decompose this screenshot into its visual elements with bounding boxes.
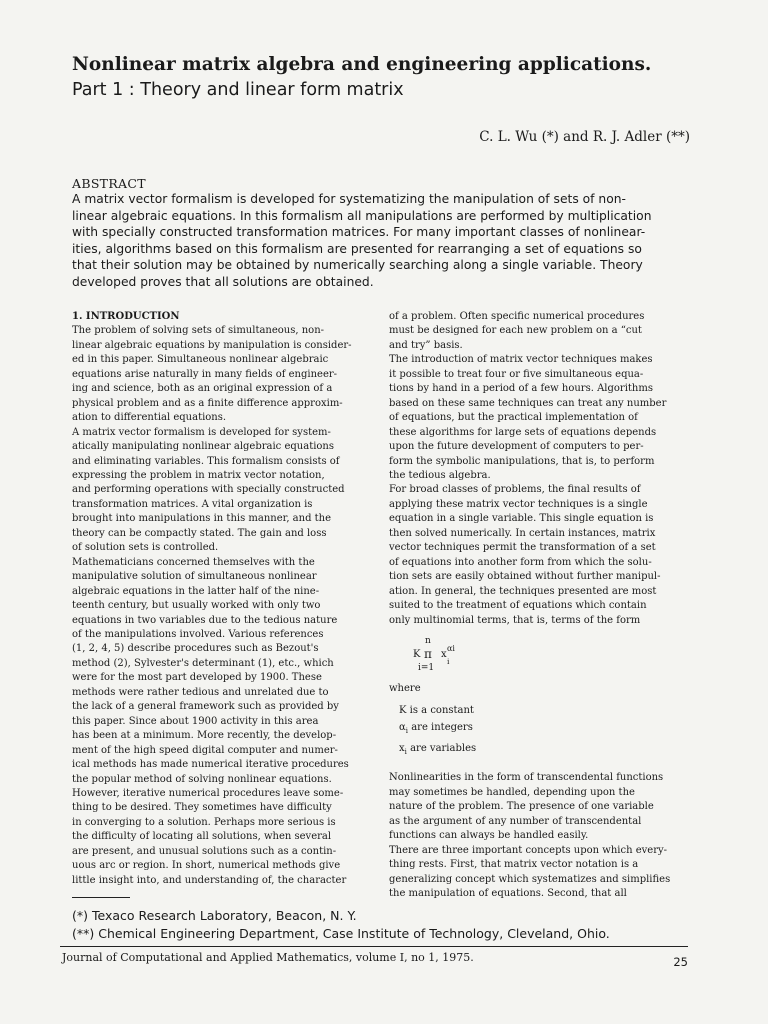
body-line: thing to be desired. They sometimes have difficulty bbox=[72, 802, 332, 814]
body-line: method (2), Sylvester's determinant (1), etc., which bbox=[72, 657, 334, 669]
formula-variable-subscript: i bbox=[447, 656, 450, 666]
body-line: equation in a single variable. This single equation is bbox=[389, 513, 654, 525]
body-line: only multinomial terms, that is, terms of the form bbox=[389, 614, 641, 626]
body-line: vector techniques permit the transformation of a set bbox=[389, 542, 656, 554]
body-line: as the argument of any number of transcendental bbox=[389, 815, 642, 827]
body-line: the lack of a general framework such as provided by bbox=[72, 701, 339, 713]
body-line: equations arise naturally in many fields of engineer- bbox=[72, 368, 338, 380]
body-line: atically manipulating nonlinear algebraic equations bbox=[72, 441, 334, 453]
right-column bbox=[389, 310, 699, 902]
body-line: then solved numerically. In certain instances, matrix bbox=[389, 527, 656, 539]
where-item bbox=[399, 740, 699, 761]
where-item bbox=[399, 719, 699, 740]
where-symbol: α bbox=[399, 722, 406, 734]
body-line: ment of the high speed digital computer and numer- bbox=[72, 744, 338, 756]
body-line: theory can be compactly stated. The gain and loss bbox=[72, 527, 327, 539]
body-line: may sometimes be handled, depending upon the bbox=[389, 786, 635, 798]
body-line: of solution sets is controlled. bbox=[72, 542, 219, 554]
body-line: of the manipulations involved. Various references bbox=[72, 628, 324, 640]
section-heading: 1. INTRODUCTION bbox=[72, 311, 180, 322]
body-line: ation to differential equations. bbox=[72, 412, 227, 424]
body-line: The problem of solving sets of simultaneous, non- bbox=[72, 325, 325, 337]
abstract-line: developed proves that all solutions are obtained. bbox=[72, 274, 374, 289]
body-line: of equations, but the practical implementation of bbox=[389, 412, 638, 424]
body-line: form the symbolic manipulations, that is, to perform bbox=[389, 455, 655, 467]
body-line: functions can always be handled easily. bbox=[389, 830, 589, 842]
body-line: linear algebraic equations by manipulation is consider- bbox=[72, 339, 352, 351]
abstract-line: linear algebraic equations. In this formalism all manipulations are performed by multiplication bbox=[72, 208, 652, 223]
abstract-line: A matrix vector formalism is developed for systematizing the manipulation of sets of non- bbox=[72, 192, 626, 206]
body-line: The introduction of matrix vector techniques makes bbox=[389, 354, 653, 366]
body-line: has been at a minimum. More recently, the develop- bbox=[72, 730, 337, 742]
body-line: thing rests. First, that matrix vector notation is a bbox=[389, 859, 639, 871]
body-line: these algorithms for large sets of equations depends bbox=[389, 426, 657, 438]
body-line: ical methods has made numerical iterative procedures bbox=[72, 759, 349, 771]
multinomial-formula bbox=[389, 630, 699, 682]
formula-variable: x bbox=[441, 648, 447, 660]
body-line: teenth century, but usually worked with only two bbox=[72, 600, 321, 612]
formula-product-symbol: π bbox=[424, 646, 432, 661]
where-symbol: K bbox=[399, 705, 407, 717]
body-line: little insight into, and understanding of, the character bbox=[72, 874, 347, 886]
page-number: 25 bbox=[673, 955, 688, 969]
author-line: C. L. Wu (*) and R. J. Adler (**) bbox=[479, 129, 690, 145]
body-line: There are three important concepts upon which every- bbox=[389, 844, 668, 856]
journal-citation: Journal of Computational and Applied Mathematics, volume I, no 1, 1975. bbox=[62, 951, 474, 964]
formula-constant: K bbox=[413, 648, 421, 660]
body-line: expressing the problem in matrix vector notation, bbox=[72, 469, 325, 481]
abstract-line: that their solution may be obtained by numerically searching along a single variable. Theory bbox=[72, 258, 643, 273]
where-description: is a constant bbox=[409, 705, 474, 717]
body-line: nature of the problem. The presence of one variable bbox=[389, 801, 654, 813]
body-line: of equations into another form from which the solu- bbox=[389, 556, 652, 568]
body-line: ing and science, both as an original expression of a bbox=[72, 383, 333, 395]
body-line: (1, 2, 4, 5) describe procedures such as Bezout's bbox=[72, 643, 319, 655]
abstract-heading: ABSTRACT bbox=[72, 176, 146, 191]
body-line: must be designed for each new problem on a “cut bbox=[389, 325, 642, 337]
where-list bbox=[399, 702, 699, 761]
left-column bbox=[72, 310, 372, 888]
body-line: manipulative solution of simultaneous nonlinear bbox=[72, 571, 317, 583]
body-line: and performing operations with specially constructed bbox=[72, 484, 345, 496]
body-line: it possible to treat four or five simultaneous equa- bbox=[389, 368, 644, 380]
body-line: applying these matrix vector techniques is a single bbox=[389, 498, 648, 510]
body-line: generalizing concept which systematizes and simplifies bbox=[389, 873, 671, 885]
formula-upper-limit: n bbox=[425, 635, 431, 646]
body-line: tions by hand in a period of a few hours. Algorithms bbox=[389, 383, 653, 395]
body-line: Nonlinearities in the form of transcendental functions bbox=[389, 772, 664, 784]
formula-lower-limit: i=1 bbox=[418, 662, 435, 673]
body-line: are present, and unusual solutions such as a contin- bbox=[72, 845, 337, 857]
body-line: physical problem and as a finite difference approxim- bbox=[72, 397, 343, 409]
body-line: this paper. Since about 1900 activity in this area bbox=[72, 715, 319, 727]
body-line: and eliminating variables. This formalism consists of bbox=[72, 455, 340, 467]
body-line: A matrix vector formalism is developed for system- bbox=[72, 426, 331, 438]
body-line: equations in two variables due to the tedious nature bbox=[72, 614, 338, 626]
where-description: are variables bbox=[410, 743, 477, 755]
where-item bbox=[399, 702, 699, 719]
body-line: brought into manipulations in this manner, and the bbox=[72, 513, 332, 525]
abstract-line: with specially constructed transformation matrices. For many important classes of nonlinear- bbox=[72, 225, 646, 240]
body-line: of a problem. Often specific numerical procedures bbox=[389, 311, 645, 322]
footnote-affiliation-1: (*) Texaco Research Laboratory, Beacon, N. Y. bbox=[72, 908, 357, 923]
body-line: For broad classes of problems, the final results of bbox=[389, 484, 641, 496]
body-line: the difficulty of locating all solutions, when several bbox=[72, 831, 332, 843]
abstract-line: ities, algorithms based on this formalism are presented for rearranging a set of equations so bbox=[72, 241, 642, 256]
body-line: were for the most part developed by 1900. These bbox=[72, 672, 322, 684]
footnote-divider bbox=[72, 897, 130, 898]
body-line: algebraic equations in the latter half of the nine- bbox=[72, 585, 320, 597]
journal-divider bbox=[60, 946, 688, 947]
body-line: in converging to a solution. Perhaps more serious is bbox=[72, 816, 336, 828]
body-line: upon the future development of computers to per- bbox=[389, 441, 644, 453]
body-line: transformation matrices. A vital organization is bbox=[72, 498, 313, 510]
body-line: uous arc or region. In short, numerical methods give bbox=[72, 860, 341, 872]
where-label: where bbox=[389, 682, 421, 694]
body-line: based on these same techniques can treat any number bbox=[389, 397, 667, 409]
body-line: suited to the treatment of equations which contain bbox=[389, 600, 647, 612]
body-line: the tedious algebra. bbox=[389, 469, 491, 481]
body-line: the manipulation of equations. Second, that all bbox=[389, 888, 627, 900]
body-line: and try” basis. bbox=[389, 339, 463, 351]
body-line: tion sets are easily obtained without further manipul- bbox=[389, 571, 661, 583]
body-line: ation. In general, the techniques presented are most bbox=[389, 585, 657, 597]
body-line: ed in this paper. Simultaneous nonlinear algebraic bbox=[72, 354, 329, 366]
body-line: However, iterative numerical procedures leave some- bbox=[72, 787, 344, 799]
where-symbol: x bbox=[399, 743, 405, 755]
body-line: methods were rather tedious and unrelated due to bbox=[72, 686, 329, 698]
abstract-body bbox=[72, 191, 692, 291]
where-subscript: i bbox=[404, 748, 407, 757]
paper-title: Nonlinear matrix algebra and engineering applications. bbox=[72, 54, 652, 75]
where-subscript: i bbox=[405, 727, 409, 736]
where-description: are integers bbox=[411, 722, 473, 734]
body-line: the popular method of solving nonlinear equations. bbox=[72, 773, 332, 785]
paper-subtitle: Part 1 : Theory and linear form matrix bbox=[72, 80, 404, 100]
formula-exponent: αi bbox=[447, 643, 455, 653]
body-line: Mathematicians concerned themselves with the bbox=[72, 556, 315, 568]
footnote-affiliation-2: (**) Chemical Engineering Department, Case Institute of Technology, Cleveland, Ohio. bbox=[72, 926, 610, 941]
